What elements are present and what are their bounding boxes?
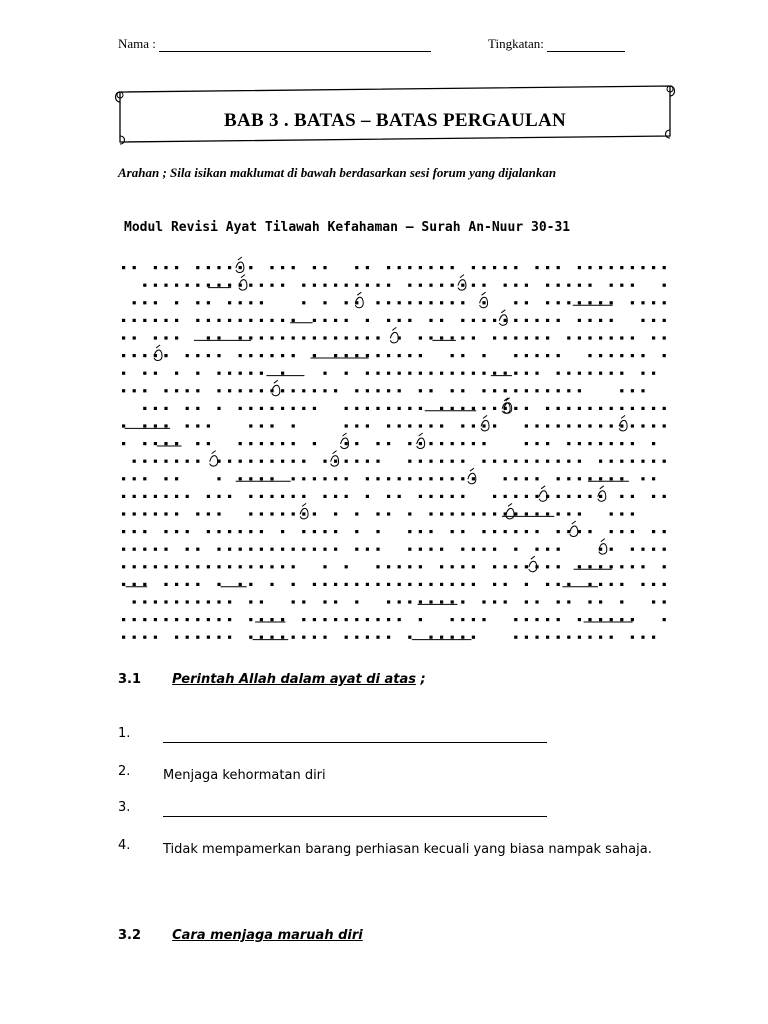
list-item-number: 2. [118, 764, 131, 779]
list-item [118, 838, 678, 888]
quran-verse-text-graphic [110, 252, 670, 648]
name-blank[interactable] [159, 37, 431, 52]
list-item-text: Menjaga kehormatan diri [163, 768, 326, 783]
answer-blank-3[interactable] [163, 800, 547, 817]
section-3-1-title: Perintah Allah dalam ayat di atas [172, 672, 417, 687]
section-3-2-heading [118, 928, 363, 943]
list-item [118, 800, 678, 826]
name-label: Nama : [118, 36, 156, 51]
instruction-text: Arahan ; Sila isikan maklumat di bawah berdasarkan sesi forum yang dijalankan [118, 165, 557, 180]
level-label: Tingkatan: [488, 36, 544, 51]
list-item [118, 726, 678, 752]
module-title: Modul Revisi Ayat Tilawah Kefahaman – Surah An-Nuur 30-31 [124, 220, 571, 235]
chapter-title: BAB 3 . BATAS – BATAS PERGAULAN [223, 110, 567, 131]
list-item-number: 4. [118, 838, 131, 853]
list-item [118, 764, 678, 790]
section-3-2-number: 3.2 [118, 928, 142, 943]
level-blank[interactable] [547, 37, 625, 52]
section-3-2-title: Cara menjaga maruah diri [172, 928, 363, 943]
section-3-1-heading [118, 672, 426, 687]
section-3-1-number: 3.1 [118, 672, 142, 687]
name-field-row [118, 36, 431, 52]
list-item-text: Tidak mempamerkan barang perhiasan kecuali yang biasa nampak sahaja. [163, 842, 652, 857]
section-3-1-suffix: ; [416, 672, 426, 687]
answer-blank-1[interactable] [163, 726, 547, 743]
level-field-row [488, 36, 625, 52]
list-item-number: 3. [118, 800, 131, 815]
list-item-number: 1. [118, 726, 131, 741]
